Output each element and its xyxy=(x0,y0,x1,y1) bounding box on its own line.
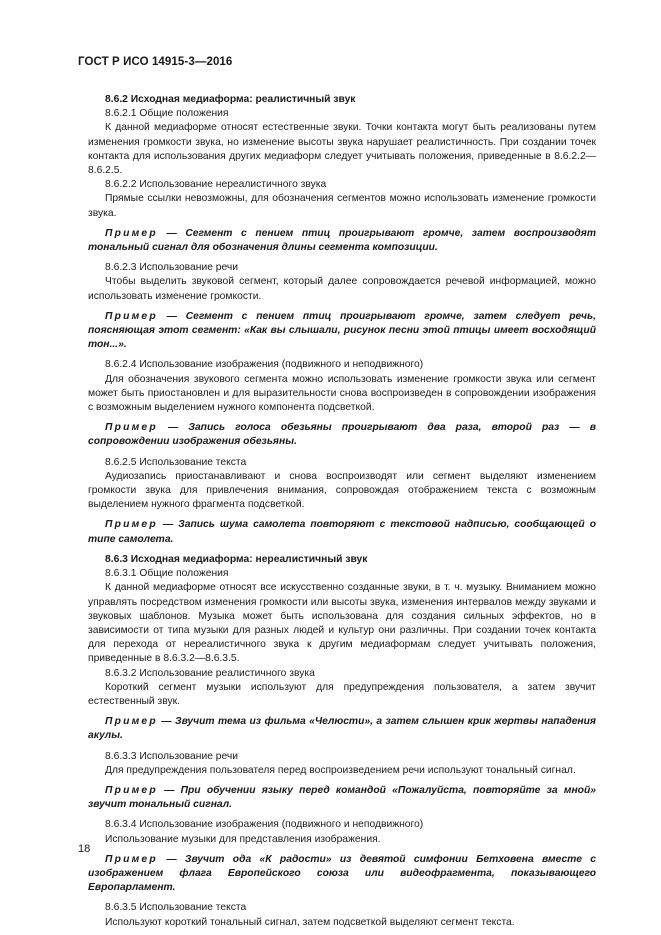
example xyxy=(88,853,596,896)
example xyxy=(88,715,596,743)
example-text: — Звучит ода «К радости» из девятой симфонии Бетховена вместе с изображением флага Европейского союза или видеофрагмента, показывающего Европарламент. xyxy=(88,853,596,894)
subsection-title: 8.6.3.2 Использование реалистичного звука xyxy=(105,667,315,679)
paragraph: К данной медиаформе относят все искусственно созданные звуки, в т. ч. музыку. Вниманием можно управлять посредством изменения громкости или высоты звука, изменения интервалов между звуками и звуковых шаблонов. Музыка может быть использована для создания сильных эффектов, но в зависимости от типа музыки для разных людей и культур они различны. При создании точек контакта для перехода от нереалистичного звука к другим медиаформам следует учитывать положения, приведенные в 8.6.3.2—8.6.3.5. xyxy=(88,582,596,665)
example xyxy=(88,518,596,546)
example-label: Пример xyxy=(105,422,158,434)
example-text: — Сегмент с пением птиц проигрывают громче, затем воспроизводят тональный сигнал для обозначения длины сегмента композиции. xyxy=(88,227,596,254)
paragraph: Для предупреждения пользователя перед воспроизведением речи используют тональный сигнал. xyxy=(105,764,576,776)
subsection-title: 8.6.2.2 Использование нереалистичного звука xyxy=(105,179,327,191)
page-body xyxy=(88,93,596,930)
example-label: Пример xyxy=(105,227,158,239)
subsection-title: 8.6.2.4 Использование изображения (подвижного и неподвижного) xyxy=(105,359,424,371)
paragraph: Использование музыки для представления изображения. xyxy=(105,833,381,845)
subsection-title: 8.6.3.1 Общие положения xyxy=(105,568,229,580)
subsection-title: 8.6.3.3 Использование речи xyxy=(105,750,239,762)
page-number: 18 xyxy=(78,843,91,855)
subsection-title: 8.6.2.5 Использование текста xyxy=(105,456,247,468)
paragraph: Чтобы выделить звуковой сегмент, который далее сопровождается речевой информацией, можно использовать изменение громкости. xyxy=(88,276,596,302)
paragraph: Аудиозапись приостанавливают и снова воспроизводят или сегмент выделяют изменением громкости звука для привлечения внимания, сопровождая отображением текста с возможным выделением нужного фрагмента подсветкой. xyxy=(88,470,596,511)
subsection-title: 8.6.3.4 Использование изображения (подвижного и неподвижного) xyxy=(105,819,424,831)
paragraph: Используют короткий тональный сигнал, затем подсветкой выделяют сегмент текста. xyxy=(105,916,515,928)
example xyxy=(88,310,596,353)
paragraph: Для обозначения звукового сегмента можно использовать изменение громкости звука или сегмент может быть приостановлен и для выразительности снова воспроизведен в сопровождении изображения с возможным выделением нужного компонента подсветкой. xyxy=(88,373,596,414)
subsection-title: 8.6.2.3 Использование речи xyxy=(105,262,239,274)
example-label: Пример xyxy=(105,716,158,728)
example-text: — При обучении языку перед командой «Пожалуйста, повторяйте за мной» звучит тональный сигнал. xyxy=(88,784,596,811)
example-label: Пример xyxy=(105,784,158,796)
example xyxy=(88,784,596,812)
example-text: — Сегмент с пением птиц проигрывают громче, затем следует речь, поясняющая этот сегмент: «Как вы слышали, рисунок песни этой птицы имеет восходящий тон...». xyxy=(88,310,596,351)
example-label: Пример xyxy=(105,519,158,531)
paragraph: Прямые ссылки невозможны, для обозначения сегментов можно использовать изменение громкости звука. xyxy=(88,193,596,219)
paragraph: Короткий сегмент музыки используют для предупреждения пользователя, а затем звучит естественный звук. xyxy=(88,681,596,707)
example-label: Пример xyxy=(105,853,158,865)
example-text: — Запись голоса обезьяны проигрывают два раза, второй раз — в сопровождении изображения обезьяны. xyxy=(88,422,596,448)
example xyxy=(88,421,596,449)
subsection-title: 8.6.3.5 Использование текста xyxy=(105,902,247,914)
example xyxy=(88,227,596,255)
example-label: Пример xyxy=(105,310,158,322)
example-text: — Звучит тема из фильма «Челюсти», а затем слышен крик жертвы нападения акулы. xyxy=(88,716,596,742)
subsection-title: 8.6.2.1 Общие положения xyxy=(105,108,229,120)
paragraph: К данной медиаформе относят естественные звуки. Точки контакта могут быть реализованы путем изменения громкости звука, но изменение высоты звука нарушает реалистичность. При создании точек контакта для использования других медиаформ следует учитывать положения, приведенные в 8.6.2.2—8.6.2.5. xyxy=(88,122,596,177)
document-code: ГОСТ Р ИСО 14915-3—2016 xyxy=(78,56,233,68)
example-text: — Запись шума самолета повторяют с текстовой надписью, сообщающей о типе самолета. xyxy=(88,519,596,545)
section-heading: 8.6.2 Исходная медиаформа: реалистичный звук xyxy=(105,94,356,105)
section-heading: 8.6.3 Исходная медиаформа: нереалистичный звук xyxy=(105,553,368,565)
